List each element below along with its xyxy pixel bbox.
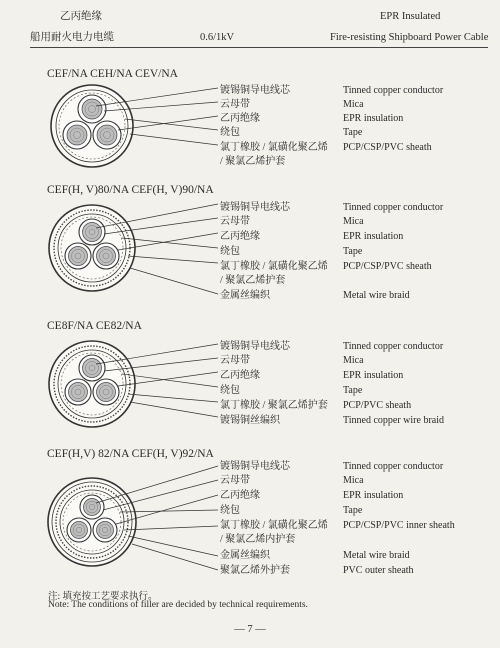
header-en-line1: EPR Insulated xyxy=(380,11,441,22)
s1-cn-mica: 云母带 xyxy=(220,99,250,110)
s3-cn-tape: 绕包 xyxy=(220,385,240,396)
s3-en-conductor: Tinned copper conductor xyxy=(343,341,444,352)
s3-en-sheath: PCP/PVC sheath xyxy=(343,400,412,411)
s1-en-tape: Tape xyxy=(343,127,363,138)
s2-cn-sheath-cont: / 聚氯乙烯护套 xyxy=(220,275,286,286)
s4-cn-tape: 绕包 xyxy=(220,505,240,516)
s4-en-inner-sheath: PCP/CSP/PVC inner sheath xyxy=(343,520,455,531)
s4-en-outer-sheath: PVC outer sheath xyxy=(343,565,414,576)
header-cn-line2: 船用耐火电力电缆 xyxy=(30,32,114,43)
s4-cn-braid: 金属丝编织 xyxy=(220,550,270,561)
s4-en-mica: Mica xyxy=(343,475,364,486)
s3-cn-sheath: 氯丁橡胶 / 聚氯乙烯护套 xyxy=(220,400,328,411)
s3-en-insulation: EPR insulation xyxy=(343,370,404,381)
s3-cn-insulation: 乙丙绝缘 xyxy=(220,370,260,381)
note-cn: 注: 填充按工艺要求执行。 xyxy=(48,592,158,602)
s1-en-conductor: Tinned copper conductor xyxy=(343,85,444,96)
note-en: Note: The conditions of filler are decided by technical requirements. xyxy=(48,600,308,610)
s4-en-tape: Tape xyxy=(343,505,363,516)
section-4-title: CEF(H,V) 82/NA CEF(H, V)92/NA xyxy=(47,448,214,460)
cable-cross-section-1 xyxy=(46,82,216,172)
section-1-title: CEF/NA CEH/NA CEV/NA xyxy=(47,68,178,80)
s2-cn-tape: 绕包 xyxy=(220,246,240,257)
s2-cn-conductor: 镀锡铜导电线芯 xyxy=(220,202,290,213)
s2-en-mica: Mica xyxy=(343,216,364,227)
s1-cn-sheath-cont: / 聚氯乙烯护套 xyxy=(220,156,286,167)
header-en-line2: Fire-resisting Shipboard Power Cable xyxy=(330,32,489,43)
s1-en-insulation: EPR insulation xyxy=(343,113,404,124)
header-voltage: 0.6/1kV xyxy=(200,32,235,43)
s4-cn-conductor: 镀锡铜导电线芯 xyxy=(220,461,290,472)
cable-cross-section-2 xyxy=(46,198,216,302)
section-3-title: CE8F/NA CE82/NA xyxy=(47,320,142,332)
s4-en-insulation: EPR insulation xyxy=(343,490,404,501)
s1-en-sheath: PCP/CSP/PVC sheath xyxy=(343,142,432,153)
s2-cn-sheath: 氯丁橡胶 / 氯磺化聚乙烯 xyxy=(220,261,328,272)
s3-en-tape: Tape xyxy=(343,385,363,396)
s4-en-conductor: Tinned copper conductor xyxy=(343,461,444,472)
s4-cn-mica: 云母带 xyxy=(220,475,250,486)
s3-en-mica: Mica xyxy=(343,355,364,366)
s1-cn-conductor: 镀锡铜导电线芯 xyxy=(220,85,290,96)
s3-cn-conductor: 镀锡铜导电线芯 xyxy=(220,341,290,352)
s4-cn-inner-sheath-cont: / 聚氯乙烯内护套 xyxy=(220,534,296,545)
s2-cn-insulation: 乙丙绝缘 xyxy=(220,231,260,242)
s2-en-conductor: Tinned copper conductor xyxy=(343,202,444,213)
s3-cn-mica: 云母带 xyxy=(220,355,250,366)
s4-cn-outer-sheath: 聚氯乙烯外护套 xyxy=(220,565,290,576)
s2-en-tape: Tape xyxy=(343,246,363,257)
s1-cn-tape: 绕包 xyxy=(220,127,240,138)
s2-en-sheath: PCP/CSP/PVC sheath xyxy=(343,261,432,272)
s4-en-braid: Metal wire braid xyxy=(343,550,410,561)
s2-en-insulation: EPR insulation xyxy=(343,231,404,242)
s1-cn-sheath: 氯丁橡胶 / 氯磺化聚乙烯 xyxy=(220,142,328,153)
s2-en-braid: Metal wire braid xyxy=(343,290,410,301)
s2-cn-mica: 云母带 xyxy=(220,216,250,227)
header-rule xyxy=(30,47,488,48)
header-cn-line1: 乙丙绝缘 xyxy=(60,11,102,22)
cable-cross-section-4 xyxy=(46,470,216,582)
s3-en-braid: Tinned copper wire braid xyxy=(343,415,444,426)
page-number: — 7 — xyxy=(234,624,266,635)
s2-cn-braid: 金属丝编织 xyxy=(220,290,270,301)
s4-cn-inner-sheath: 氯丁橡胶 / 氯磺化聚乙烯 xyxy=(220,520,328,531)
s1-en-mica: Mica xyxy=(343,99,364,110)
s4-cn-insulation: 乙丙绝缘 xyxy=(220,490,260,501)
s1-cn-insulation: 乙丙绝缘 xyxy=(220,113,260,124)
s3-cn-braid: 镀锡铜丝编织 xyxy=(220,415,280,426)
cable-cross-section-3 xyxy=(46,338,216,428)
section-2-title: CEF(H, V)80/NA CEF(H, V)90/NA xyxy=(47,184,214,196)
